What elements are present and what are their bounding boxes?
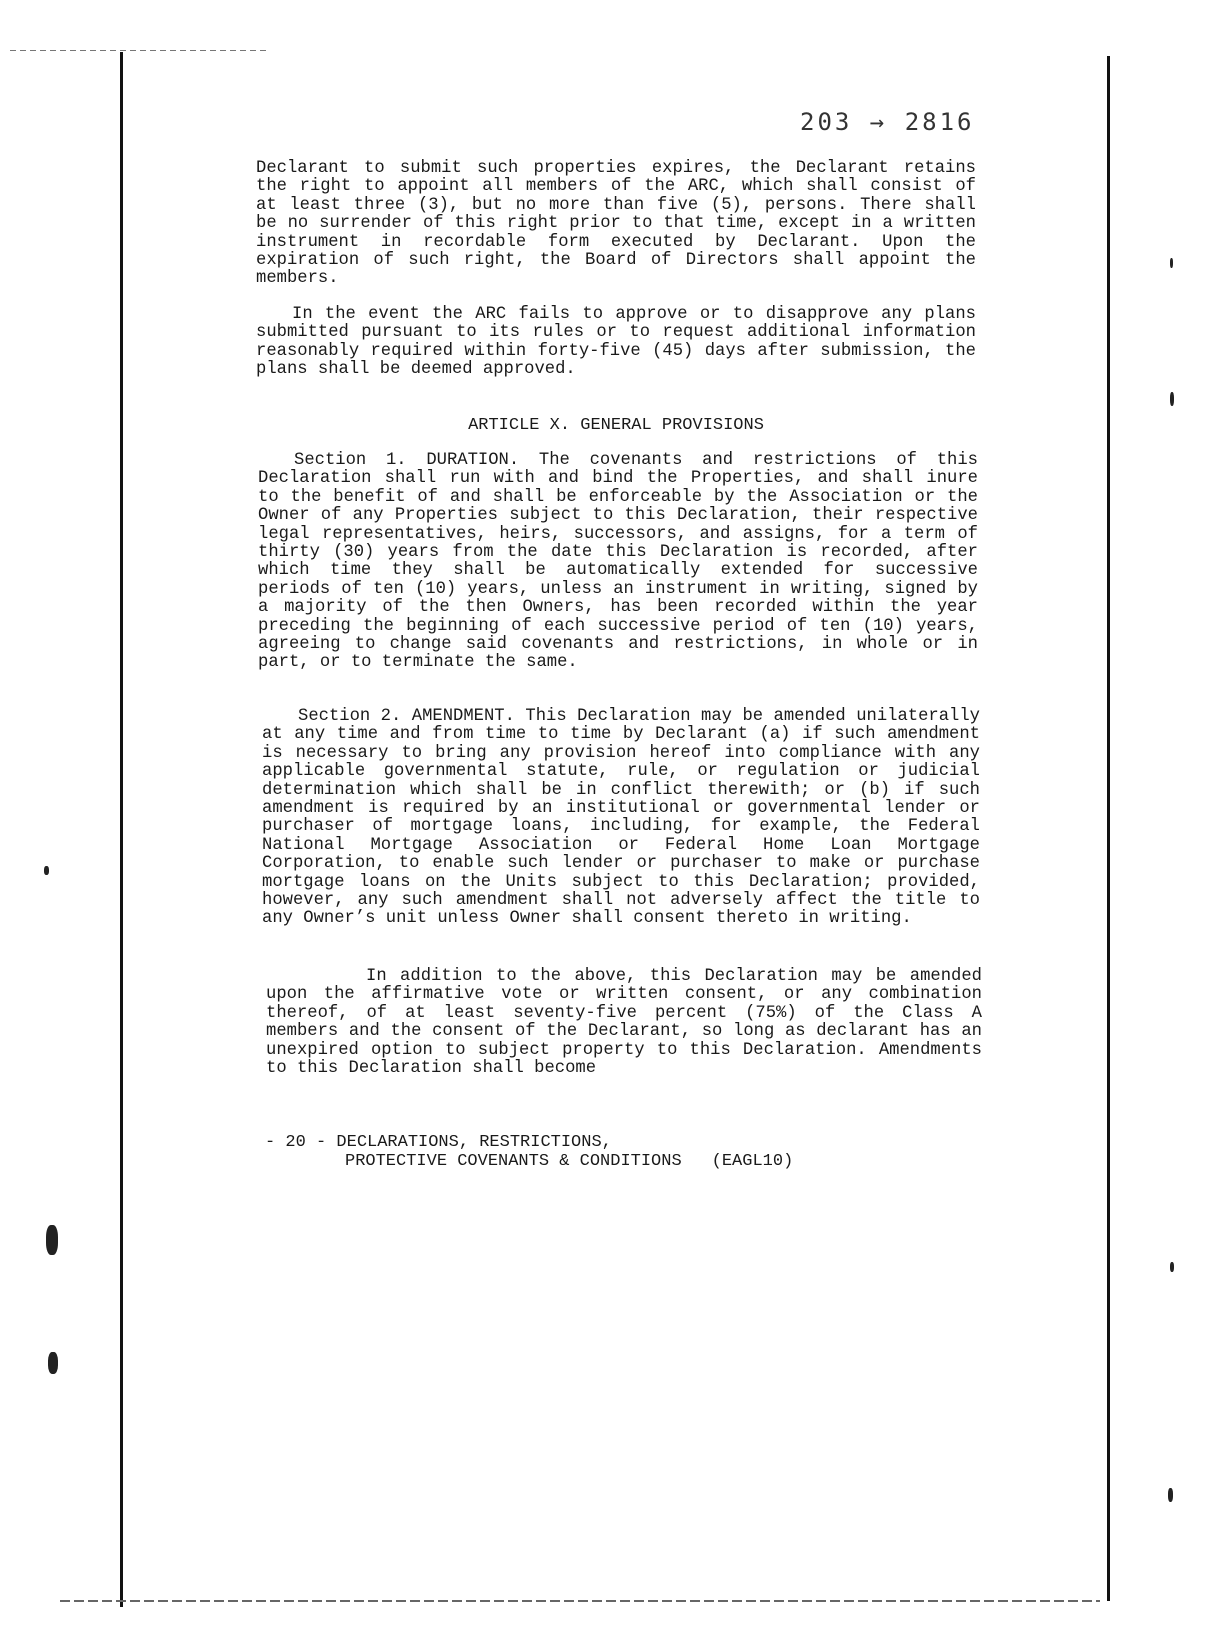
scan-speck (44, 866, 49, 875)
scan-speck (1170, 392, 1174, 406)
scan-bottom-edge (60, 1600, 1100, 1602)
scan-speck (1170, 1262, 1174, 1272)
footer-line-1: - 20 - DECLARATIONS, RESTRICTIONS, (265, 1133, 612, 1152)
scan-speck (1168, 1488, 1173, 1502)
paragraph-arc-approval: In the event the ARC fails to approve or to disapprove any plans submitted pursuant to its rules or to request additional information reasonably required within forty-five (45) days after submission, the plans shall be deemed approved. (256, 305, 976, 380)
article-heading: ARTICLE X. GENERAL PROVISIONS (468, 416, 764, 435)
scan-speck (46, 1225, 58, 1255)
right-border-line (1107, 56, 1110, 1601)
paragraph-amendment-vote: In addition to the above, this Declaration may be amended upon the affirmative vote or written consent, or any combination thereof, of at least seventy-five percent (75%) of the Class A members and the consent of the Declarant, so long as declarant has an unexpired option to subject property to this Declaration. Amendments to this Declaration shall become (266, 967, 982, 1079)
left-border-line (120, 52, 123, 1607)
paragraph-section-1-duration: Section 1. DURATION. The covenants and restrictions of this Declaration shall run with and bind the Properties, and shall inure to the benefit of and shall be enforceable by the Association or the Owner of any Properties subject to this Declaration, their respective legal representatives, heirs, successors, and assigns, for a term of thirty (30) years from the date this Declaration is recorded, after which time they shall be automatically extended for successive periods of ten (10) years, unless an instrument in writing, signed by a majority of the then Owners, has been recorded within the year preceding the beginning of each successive period of ten (10) years, agreeing to change said covenants and restrictions, in whole or in part, or to terminate the same. (258, 451, 978, 673)
footer-document-code: (EAGL10) (711, 1152, 794, 1171)
scan-speck (48, 1352, 58, 1374)
footer-line-2: PROTECTIVE COVENANTS & CONDITIONS (345, 1152, 682, 1171)
scan-speck (1170, 258, 1173, 268)
paragraph-arc-appointment: Declarant to submit such properties expires, the Declarant retains the right to appoint all members of the ARC, which shall consist of at least three (3), but no more than five (5), persons. There shall be no surrender of this right prior to that time, except in a written instrument in recordable form executed by Declarant. Upon the expiration of such right, the Board of Directors shall appoint the members. (256, 159, 976, 289)
paragraph-section-2-amendment: Section 2. AMENDMENT. This Declaration may be amended unilaterally at any time and from time to time by Declarant (a) if such amendment is necessary to bring any provision hereof into compliance with any applicable governmental statute, rule, or regulation or judicial determination which shall be in conflict therewith; or (b) if such amendment is required by an institutional or governmental lender or purchaser of mortgage loans, including, for example, the Federal National Mortgage Association or Federal Home Loan Mortgage Corporation, to enable such lender or purchaser to make or purchase mortgage loans on the Units subject to this Declaration; provided, however, any such amendment shall not adversely affect the title to any Owner’s unit unless Owner shall consent thereto in writing. (262, 707, 980, 929)
scan-top-edge (10, 50, 270, 51)
page-footer (265, 1133, 793, 1171)
page-number: 203 → 2816 (800, 108, 975, 136)
